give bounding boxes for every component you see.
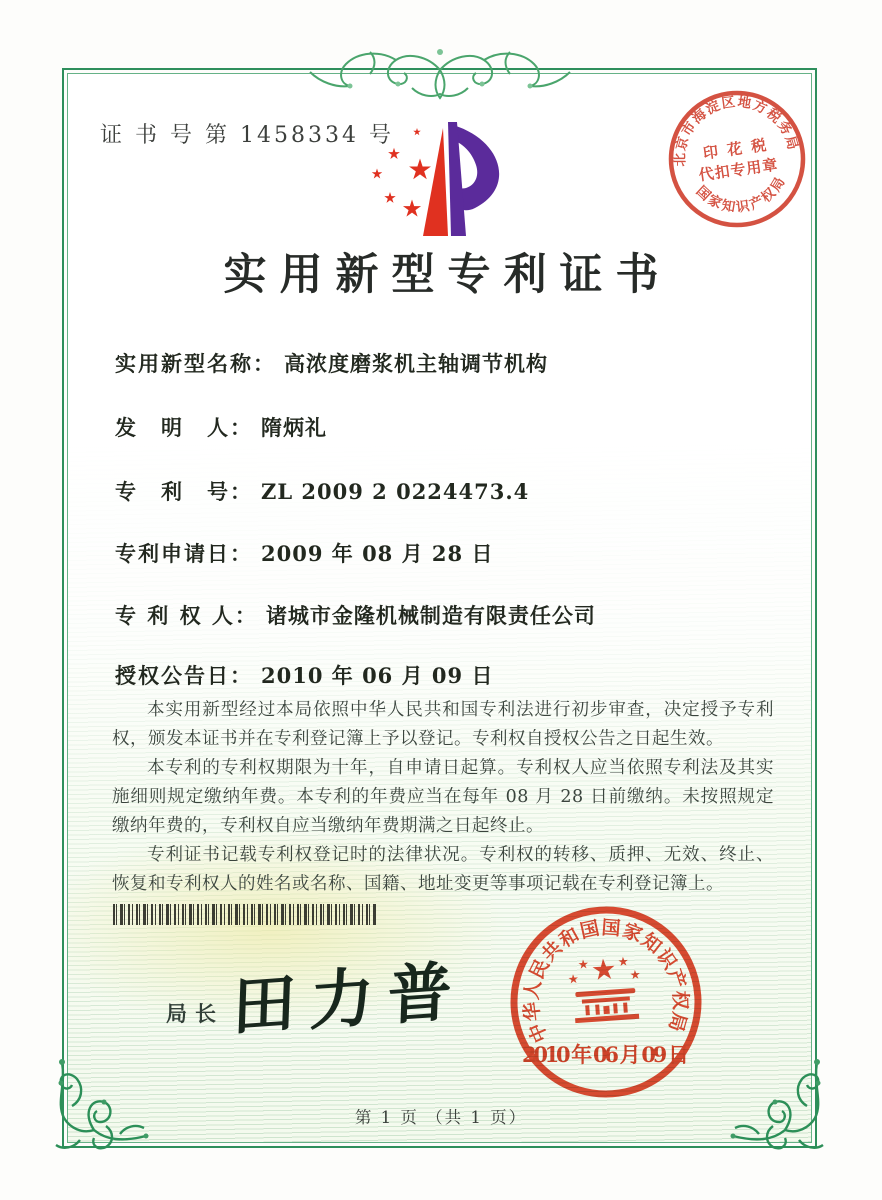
field-grant-date	[115, 660, 775, 690]
page-footer: 第 1 页 （共 1 页）	[354, 1108, 528, 1127]
legal-paragraph-2: 本专利的专利权期限为十年，自申请日起算。专利权人应当依照专利法及其实施细则规定缴纳年费。本专利的年费应当在每年 08 月 28 日前缴纳。未按照规定缴纳年费的，专利权自应当缴纳年费期满之日起终止。	[112, 758, 774, 836]
field-filing-date	[115, 538, 775, 568]
field-label: 专利申请日：	[115, 541, 253, 566]
office-seal-date: 2010 年 06 月 09 日	[522, 1042, 690, 1067]
sipo-logo-icon	[363, 116, 523, 244]
field-patentee	[115, 600, 775, 630]
legal-paragraph-3: 专利证书记载专利权登记时的法律状况。专利权的转移、质押、无效、终止、恢复和专利权人的姓名或名称、国籍、地址变更等事项记载在专利登记簿上。	[112, 845, 774, 894]
field-label: 专 利 号：	[115, 479, 253, 504]
tax-stamp-top-arc-text: 北京市海淀区地方税务局	[672, 94, 802, 167]
tax-stamp-center-line1: 印 花 税	[701, 135, 770, 163]
sipo-official-seal	[502, 898, 710, 1106]
signer-role-label: 局长	[166, 1001, 224, 1026]
field-value: 2009 年 08 月 28 日	[261, 541, 494, 566]
barcode	[113, 904, 376, 925]
legal-text-block	[112, 696, 774, 899]
field-inventor	[115, 412, 775, 442]
field-value: 隋炳礼	[261, 415, 327, 440]
national-emblem-icon	[567, 956, 643, 1024]
field-label: 授权公告日：	[115, 663, 253, 688]
legal-paragraph-1: 本实用新型经过本局依照中华人民共和国专利法进行初步审查，决定授予专利权，颁发本证书并在专利登记簿上予以登记。专利权自授权公告之日起生效。	[112, 700, 774, 749]
tax-stamp-bottom-arc-text: 国家知识产权局	[692, 173, 790, 216]
tax-stamp-seal	[650, 72, 824, 246]
field-value: 2010 年 06 月 09 日	[261, 663, 494, 688]
tax-stamp-center-line2: 代扣专用章	[697, 155, 780, 185]
field-label: 发 明 人：	[115, 415, 253, 440]
field-utility-model-name	[115, 348, 775, 378]
office-seal-arc-text: 中华人民共和国国家知识产权局	[520, 916, 692, 1046]
field-patent-number	[115, 476, 775, 506]
field-value: 诸城市金隆机械制造有限责任公司	[265, 603, 596, 628]
certificate-title: 实用新型专利证书	[223, 250, 672, 300]
certificate-number: 证 书 号 第 1458334 号	[100, 123, 394, 148]
field-label: 专 利 权 人：	[115, 603, 258, 628]
field-label: 实用新型名称：	[115, 351, 276, 376]
director-signature: 田力普	[230, 954, 467, 1046]
field-value: ZL 2009 2 0224473.4	[261, 479, 530, 504]
field-value: 高浓度磨浆机主轴调节机构	[284, 351, 548, 376]
